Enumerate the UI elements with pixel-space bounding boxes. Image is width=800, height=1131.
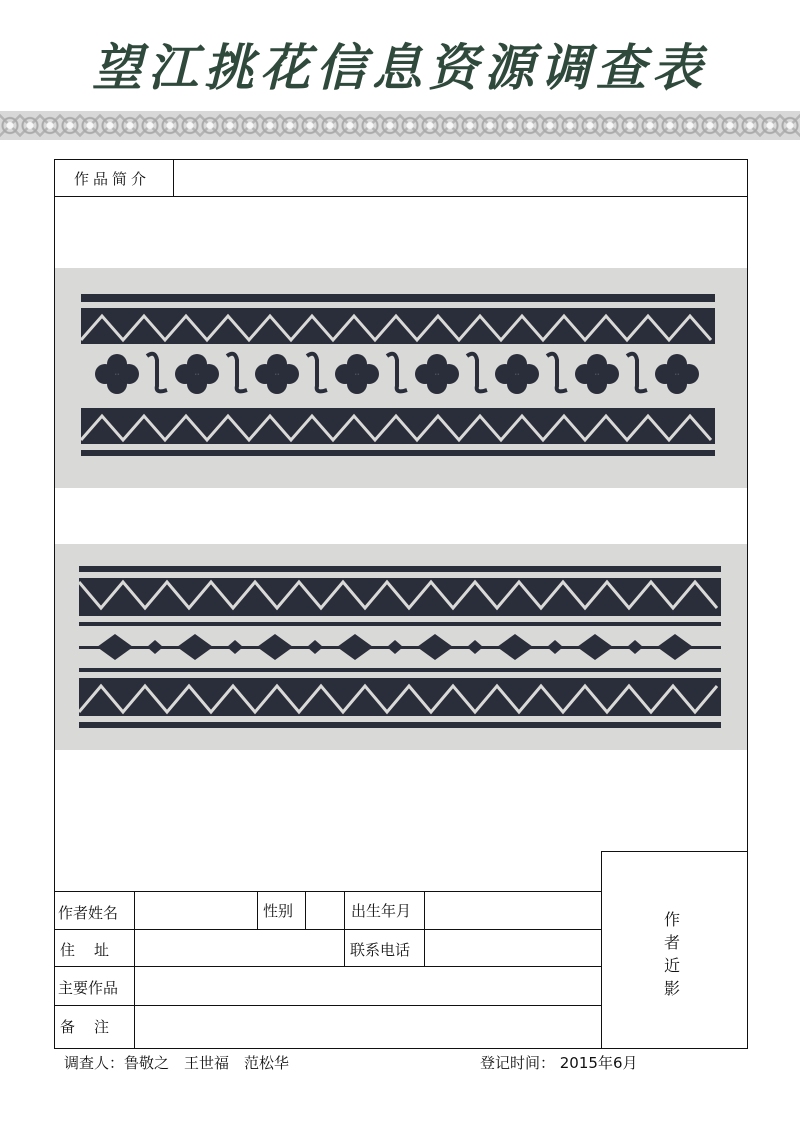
intro-header-divider: [54, 196, 748, 197]
portrait-label: [660, 908, 684, 1000]
birth-label: 出生年月: [351, 902, 412, 920]
author-name-label: 作者姓名: [58, 904, 119, 922]
decorative-pattern-band: [0, 111, 800, 140]
info-row-3-top: [54, 966, 601, 967]
portrait-char: 影: [663, 979, 680, 998]
portrait-char: 者: [663, 933, 680, 952]
info-row-top: [54, 891, 601, 892]
remarks-label: 备 注: [60, 1018, 112, 1036]
investigators-text: 调查人：鲁敬之 王世福 范松华: [64, 1054, 290, 1072]
birth-value-left: [424, 891, 425, 966]
portrait-box-left: [601, 851, 602, 1049]
portrait-char: 近: [663, 956, 680, 975]
intro-label: 作品简介: [74, 170, 151, 188]
gender-label-left: [257, 891, 258, 929]
address-label: 住 址: [60, 941, 112, 959]
portrait-char: 作: [663, 910, 680, 929]
birth-label-left: [344, 891, 345, 966]
intro-label-divider: [173, 159, 174, 196]
gender-label: 性别: [263, 902, 294, 920]
info-row-2-top: [54, 929, 601, 930]
info-row-4-top: [54, 1005, 601, 1006]
phone-label: 联系电话: [350, 941, 411, 959]
portrait-box-top: [601, 851, 748, 852]
register-time-text: 登记时间： 2015年6月: [480, 1054, 638, 1072]
embroidery-photo-1: [55, 268, 747, 488]
embroidery-photo-2: [55, 544, 747, 750]
page-title: 望江挑花信息资源调查表: [92, 38, 708, 97]
gender-value-left: [305, 891, 306, 929]
label-column-divider: [134, 891, 135, 1049]
works-label: 主要作品: [58, 979, 119, 997]
